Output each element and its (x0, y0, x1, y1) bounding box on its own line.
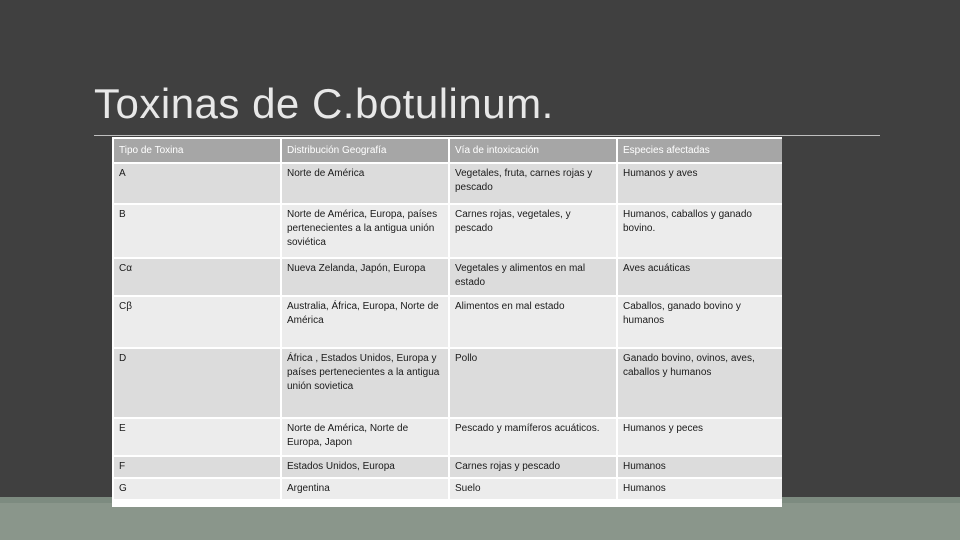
cell-species: Caballos, ganado bovino y humanos (618, 297, 782, 347)
table-row (114, 349, 782, 417)
cell-route: Carnes rojas, vegetales, y pescado (450, 205, 616, 257)
cell-distribution: Nueva Zelanda, Japón, Europa (282, 259, 448, 295)
cell-route: Pescado y mamíferos acuáticos. (450, 419, 616, 455)
cell-toxin-type: E (114, 419, 280, 455)
cell-species: Humanos (618, 457, 782, 477)
cell-distribution: Norte de América, Europa, países pertenecientes a la antigua unión soviética (282, 205, 448, 257)
table-row (114, 297, 782, 347)
cell-toxin-type: A (114, 164, 280, 203)
cell-route: Carnes rojas y pescado (450, 457, 616, 477)
toxin-table-container (112, 137, 782, 507)
cell-distribution: Norte de América, Norte de Europa, Japon (282, 419, 448, 455)
cell-species: Aves acuáticas (618, 259, 782, 295)
cell-species: Humanos (618, 479, 782, 499)
cell-species: Ganado bovino, ovinos, aves, caballos y humanos (618, 349, 782, 417)
header-toxin-type: Tipo de Toxina (114, 139, 280, 162)
cell-toxin-type: F (114, 457, 280, 477)
cell-distribution: Australia, África, Europa, Norte de América (282, 297, 448, 347)
table-row (114, 479, 782, 499)
cell-toxin-type: Cα (114, 259, 280, 295)
cell-distribution: África , Estados Unidos, Europa y países pertenecientes a la antigua unión sovietica (282, 349, 448, 417)
cell-route: Vegetales, fruta, carnes rojas y pescado (450, 164, 616, 203)
footer-band-inner (0, 503, 960, 540)
title-divider (94, 135, 880, 136)
header-geographic-distribution: Distribución Geografía (282, 139, 448, 162)
cell-route: Vegetales y alimentos en mal estado (450, 259, 616, 295)
cell-toxin-type: Cβ (114, 297, 280, 347)
cell-distribution: Argentina (282, 479, 448, 499)
toxin-table (112, 137, 784, 501)
table-row (114, 259, 782, 295)
header-affected-species: Especies afectadas (618, 139, 782, 162)
cell-toxin-type: D (114, 349, 280, 417)
cell-route: Suelo (450, 479, 616, 499)
table-row (114, 419, 782, 455)
cell-toxin-type: G (114, 479, 280, 499)
cell-distribution: Norte de América (282, 164, 448, 203)
cell-distribution: Estados Unidos, Europa (282, 457, 448, 477)
cell-route: Alimentos en mal estado (450, 297, 616, 347)
cell-toxin-type: B (114, 205, 280, 257)
table-row (114, 205, 782, 257)
table-row (114, 457, 782, 477)
cell-species: Humanos y peces (618, 419, 782, 455)
table-header-row (114, 139, 782, 162)
table-row (114, 164, 782, 203)
cell-species: Humanos, caballos y ganado bovino. (618, 205, 782, 257)
slide-title: Toxinas de C.botulinum. (94, 80, 554, 127)
cell-species: Humanos y aves (618, 164, 782, 203)
cell-route: Pollo (450, 349, 616, 417)
header-intoxication-route: Vía de intoxicación (450, 139, 616, 162)
